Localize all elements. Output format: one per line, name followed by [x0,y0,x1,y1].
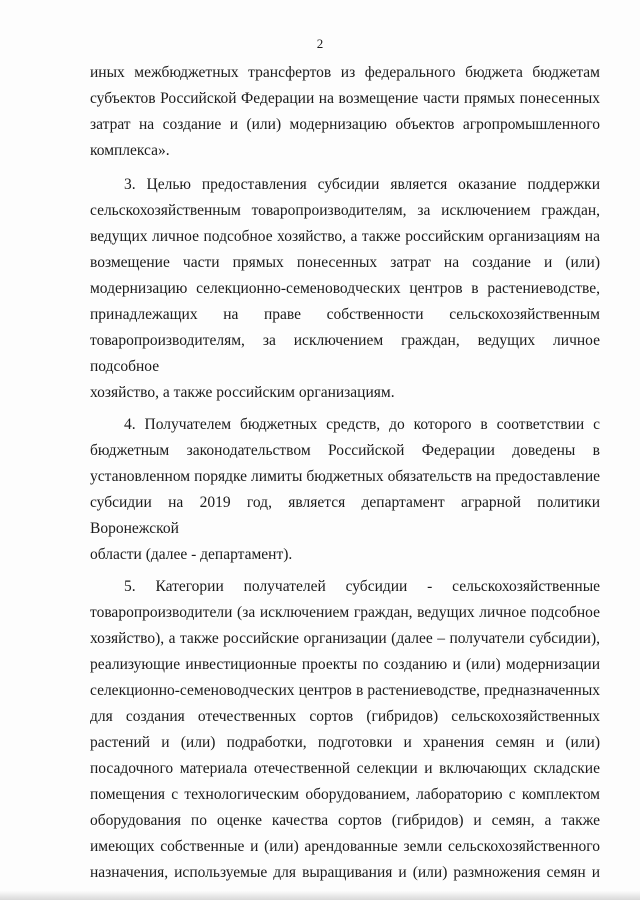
text-line: хозяйство, а также российским организациям. [90,384,395,401]
text-line: хозяйство), а также российские организации (далее – получатели субсидии), [90,630,600,647]
text-line: назначения, используемые для выращивания и (или) размножения семян и [90,864,600,881]
text-line: комплекса». [90,142,170,159]
text-line: товаропроизводители (за исключением граждан, ведущих личное подсобное [90,604,600,621]
text-line: субъектов Российской Федерации на возмещение части прямых понесенных [90,90,600,107]
text-line: сельскохозяйственным товаропроизводителям, за исключением граждан, [90,202,600,219]
text-line: затрат на создание и (или) модернизацию объектов агропромышленного [90,116,600,133]
text-line: иных межбюджетных трансфертов из федерального бюджета бюджетам [90,64,600,81]
paragraph-3 [90,172,600,406]
paragraph-5 [90,574,600,886]
text-line: модернизацию селекционно-семеноводческих центров в растениеводстве, [90,280,600,297]
text-line: области (далее - департамент). [90,546,293,563]
page-number: 2 [316,36,324,51]
text-line: ведущих личное подсобное хозяйство, а также российским организациям на [90,228,600,245]
page-bottom-edge [0,890,640,900]
text-line: установленном порядке лимиты бюджетных обязательств на предоставление [90,468,600,485]
text-line: растений и (или) подработки, подготовки и хранения семян и (или) [90,734,600,751]
text-line: помещения с технологическим оборудованием, лабораторию с комплектом [90,786,600,803]
text-line: 4. Получателем бюджетных средств, до которого в соответствии с [124,416,600,433]
text-line: бюджетным законодательством Российской Федерации доведены в [90,442,600,459]
text-line: возмещение части прямых понесенных затрат на создание и (или) [90,254,600,271]
text-line: субсидии на 2019 год, является департамент аграрной политики Воронежской [90,494,600,537]
text-line: товаропроизводителям, за исключением граждан, ведущих личное подсобное [90,332,600,375]
text-line: посадочного материала отечественной селекции и включающих складские [90,760,600,777]
document-body [90,60,600,886]
paragraph-4 [90,412,600,568]
text-line: оборудования по оценке качества сортов (гибридов) и семян, а также [90,812,600,829]
text-line: имеющих собственные и (или) арендованные земли сельскохозяйственного [90,838,600,855]
text-line: 5. Категории получателей субсидии - сельскохозяйственные [124,578,600,595]
text-line: принадлежащих на праве собственности сельскохозяйственным [90,306,600,323]
text-line: реализующие инвестиционные проекты по созданию и (или) модернизации [90,656,600,673]
paragraph-continuation [90,60,600,164]
text-line: 3. Целью предоставления субсидии является оказание поддержки [124,176,600,193]
text-line: для создания отечественных сортов (гибридов) сельскохозяйственных [90,708,600,725]
text-line: селекционно-семеноводческих центров в растениеводстве, предназначенных [90,682,600,699]
